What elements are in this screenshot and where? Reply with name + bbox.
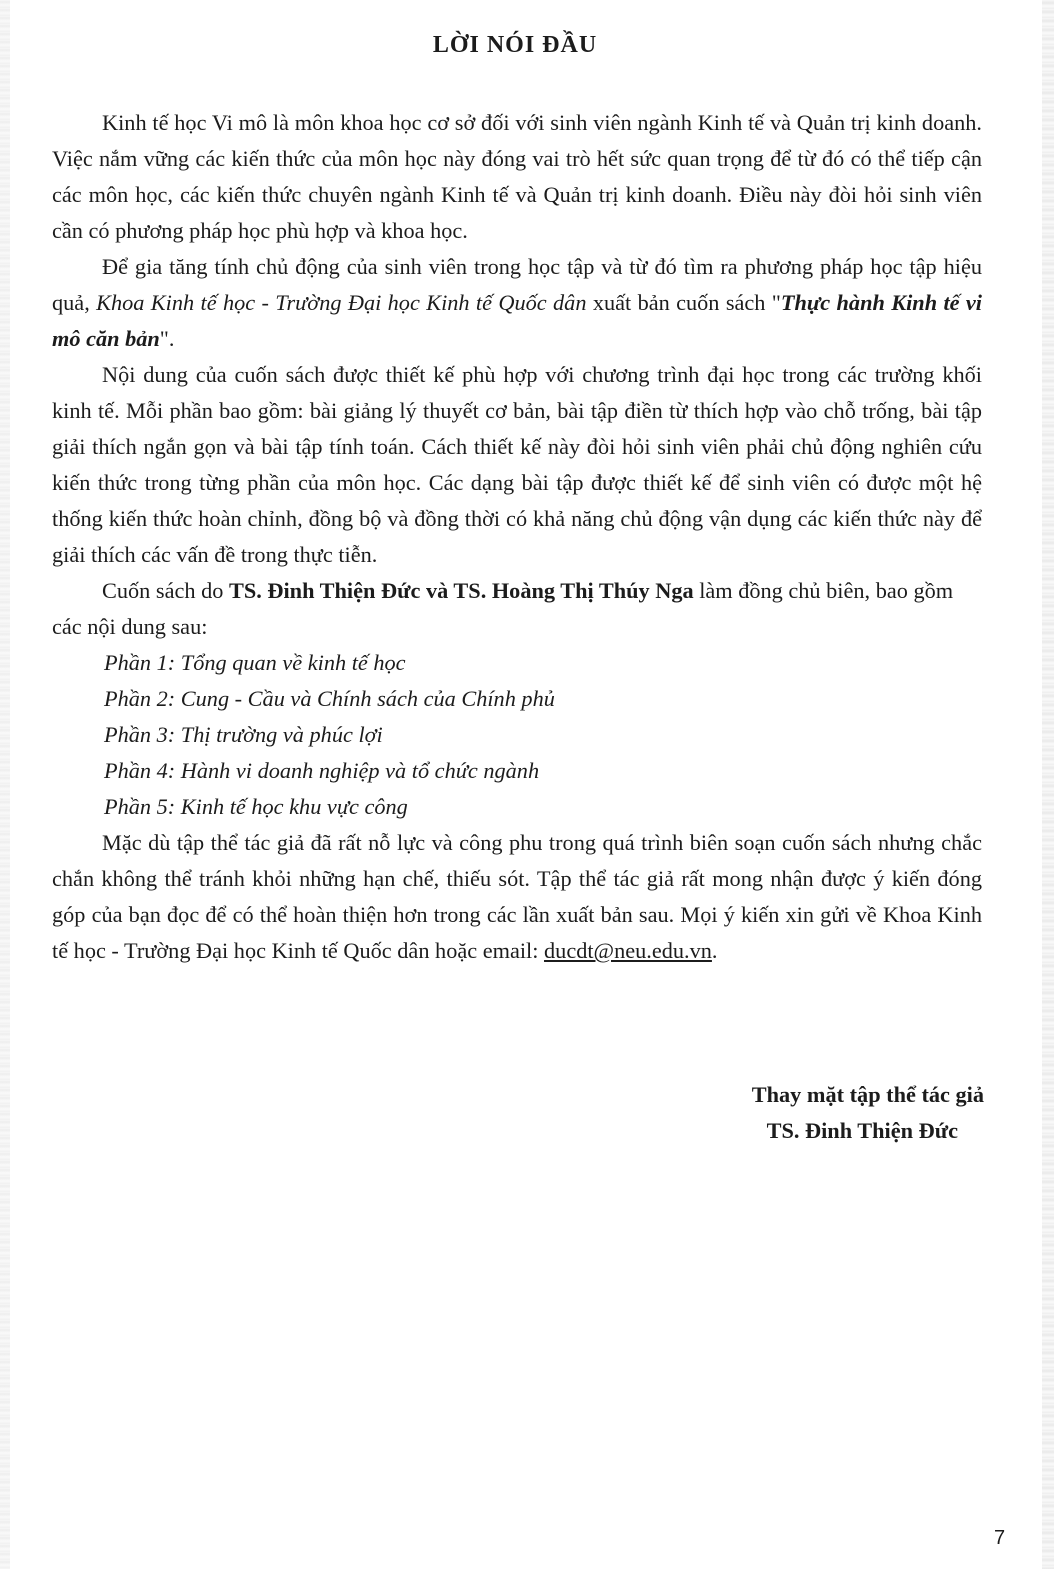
parts-list (52, 645, 982, 825)
paragraph-publisher-text-before: Để gia tăng tính chủ động của sinh viên trong học tập và từ đó tìm ra phương pháp học tập hiệu quả, (52, 254, 982, 315)
editors-names: TS. Đinh Thiện Đức và TS. Hoàng Thị Thúy Nga (228, 578, 694, 603)
paragraph-editors (52, 573, 982, 645)
list-item-part-2: Phần 2: Cung - Cầu và Chính sách của Chính phủ (104, 686, 555, 711)
paragraph-publisher-text-middle: xuất bản cuốn sách " (586, 290, 781, 315)
signature-author-name: TS. Đinh Thiện Đức (766, 1118, 958, 1143)
list-item-part-4: Phần 4: Hành vi doanh nghiệp và tổ chức ngành (104, 758, 540, 783)
paragraph-closing-text-after: . (711, 938, 718, 963)
paragraph-publisher-text-after: ". (159, 326, 175, 351)
paragraph-content: Nội dung của cuốn sách được thiết kế phù hợp với chương trình đại học trong các trường khối kinh tế. Mỗi phần bao gồm: bài giảng lý thuyết cơ bản, bài tập điền từ thích hợp vào chỗ trống, bài tập giải thích ngắn gọn và bài tập tính toán. Cách thiết kế này đòi hỏi sinh viên phải chủ động nghiên cứu kiến thức trong từng phần của môn học. Các dạng bài tập được thiết kế để sinh viên có được một hệ thống kiến thức hoàn chỉnh, đồng bộ và đồng thời có khả năng chủ động vận dụng các kiến thức này để giải thích các vấn đề trong thực tiễn. (52, 362, 982, 567)
publisher-name: Khoa Kinh tế học - Trường Đại học Kinh tế Quốc dân (96, 290, 587, 315)
scan-edge-right (1042, 0, 1054, 1569)
list-item-part-1: Phần 1: Tổng quan về kinh tế học (104, 650, 406, 675)
list-item-part-3: Phần 3: Thị trường và phúc lợi (104, 722, 383, 747)
page-title: LỜI NÓI ĐẦU (432, 32, 598, 58)
paragraph-editors-text-before: Cuốn sách do (102, 578, 229, 603)
book-title: Thực hành Kinh tế vi mô căn bản (52, 290, 982, 351)
contact-email-link[interactable]: ducdt@neu.edu.vn (544, 938, 712, 963)
paragraph-publisher (52, 249, 982, 357)
signature-block (560, 1077, 984, 1149)
paragraph-intro: Kinh tế học Vi mô là môn khoa học cơ sở đối với sinh viên ngành Kinh tế và Quản trị kinh doanh. Việc nắm vững các kiến thức của môn học này đóng vai trò hết sức quan trọng để từ đó có thể tiếp cận các môn học, các kiến thức chuyên ngành Kinh tế và Quản trị kinh doanh. Điều này đòi hỏi sinh viên cần có phương pháp học phù hợp và khoa học. (52, 110, 982, 243)
paragraph-editors-text-after: làm đồng chủ biên, bao gồm các nội dung sau: (52, 578, 954, 639)
scan-edge-left (0, 0, 10, 1569)
paragraph-closing-text: Mặc dù tập thể tác giả đã rất nỗ lực và công phu trong quá trình biên soạn cuốn sách nhưng chắc chắn không thể tránh khỏi những hạn chế, thiếu sót. Tập thể tác giả rất mong nhận được ý kiến đóng góp của bạn đọc để có thể hoàn thiện hơn trong các lần xuất bản sau. Mọi ý kiến xin gửi về Khoa Kinh tế học - Trường Đại học Kinh tế Quốc dân hoặc email: (52, 830, 982, 963)
preface-body (52, 105, 982, 969)
signature-on-behalf: Thay mặt tập thể tác giả (751, 1082, 984, 1107)
paragraph-closing (52, 825, 982, 969)
list-item-part-5: Phần 5: Kinh tế học khu vực công (104, 794, 408, 819)
page-number: 7 (994, 1527, 1006, 1549)
